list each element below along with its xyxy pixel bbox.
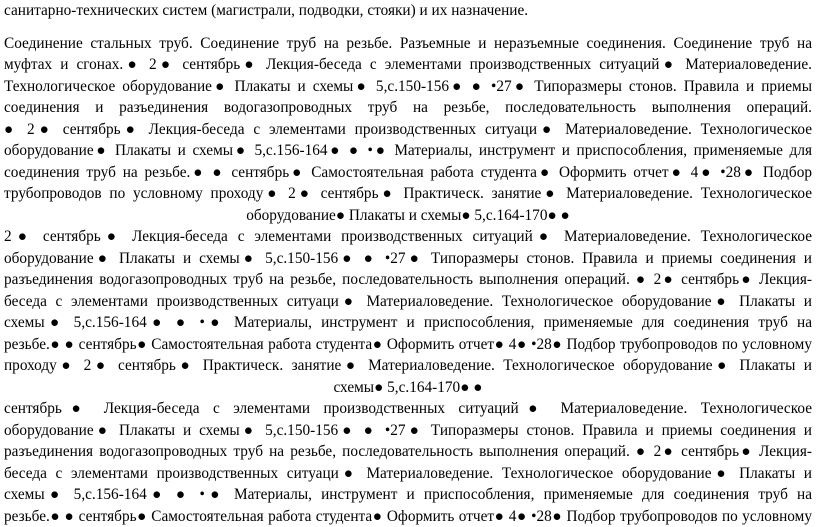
text-line: Технологическое оборудование● Плакаты и схемы● 5,с.150-156● ● •27● Типоразмеры стонов. Правила и приемы	[4, 76, 812, 98]
paragraph-gap	[4, 22, 812, 33]
text-line: оборудование● Плакаты и схемы● 5,с.150-156● ● •27● Типоразмеры стонов. Правила и приемы соединения и	[4, 248, 812, 270]
text-line: оборудование● Плакаты и схемы● 5,с.156-164● ● •● Материалы, инструмент и приспособления, применяемые для	[4, 140, 812, 162]
text-line: соединения труб на резьбе.● ● сентябрь● Самостоятельная работа студента● Оформить отчет● 4● •28● Подбор	[4, 162, 812, 184]
document-page	[4, 0, 812, 527]
text-line: муфтах и сгонах.● 2● сентябрь● Лекция-беседа с элементами производственных ситуаций● Материаловедение.	[4, 54, 812, 76]
text-line: ● 2● сентябрь● Лекция-беседа с элементами производственных ситуаци● Материаловедение. Технологическое	[4, 119, 812, 141]
text-line: сентябрь● Лекция-беседа с элементами производственных ситуаций● Материаловедение. Технологическое	[4, 398, 812, 420]
text-line: оборудование● Плакаты и схемы● 5,с.164-170● ●	[4, 205, 812, 227]
text-line: беседа с элементами производственных ситуаци● Материаловедение. Технологическое оборудование● Плакаты и	[4, 291, 812, 313]
text-line: резьбе.● ● сентябрь● Самостоятельная работа студента● Оформить отчет● 4● •28● Подбор трубопроводов по условному	[4, 334, 812, 356]
text-line: 2● сентябрь● Лекция-беседа с элементами производственных ситуаций● Материаловедение. Технологическое	[4, 226, 812, 248]
text-line: разъединения водогазопроводных труб на резьбе, последовательность выполнения операций. ● 2● сентябрь● Лекция-	[4, 269, 812, 291]
text-line: схемы● 5,с.156-164● ● •● Материалы, инструмент и приспособления, применяемые для соединения труб на	[4, 484, 812, 506]
intro-line: санитарно-технических систем (магистрали, подводки, стояки) и их назначение.	[4, 0, 812, 22]
text-line: трубопроводов по условному проходу● 2● сентябрь● Практическ. занятие● Материаловедение. Технологическое	[4, 183, 812, 205]
text-line: схемы● 5,с.156-164● ● •● Материалы, инструмент и приспособления, применяемые для соединения труб на	[4, 312, 812, 334]
text-line: соединения и разъединения водогазопроводных труб на резьбе, последовательность выполнения операций.	[4, 97, 812, 119]
text-line: разъединения водогазопроводных труб на резьбе, последовательность выполнения операций. ● 2● сентябрь● Лекция-	[4, 441, 812, 463]
text-line: резьбе.● ● сентябрь● Самостоятельная работа студента● Оформить отчет● 4● •28● Подбор трубопроводов по условному	[4, 506, 812, 527]
document-body	[4, 33, 812, 527]
text-line: беседа с элементами производственных ситуаци● Материаловедение. Технологическое оборудование● Плакаты и	[4, 463, 812, 485]
text-line: оборудование● Плакаты и схемы● 5,с.150-156● ● •27● Типоразмеры стонов. Правила и приемы соединения и	[4, 420, 812, 442]
text-line: Соединение стальных труб. Соединение труб на резьбе. Разъемные и неразъемные соединения. Соединение труб на	[4, 33, 812, 55]
text-line: проходу● 2● сентябрь● Практическ. занятие● Материаловедение. Технологическое оборудование● Плакаты и	[4, 355, 812, 377]
text-line: схемы● 5,с.164-170● ●	[4, 377, 812, 399]
